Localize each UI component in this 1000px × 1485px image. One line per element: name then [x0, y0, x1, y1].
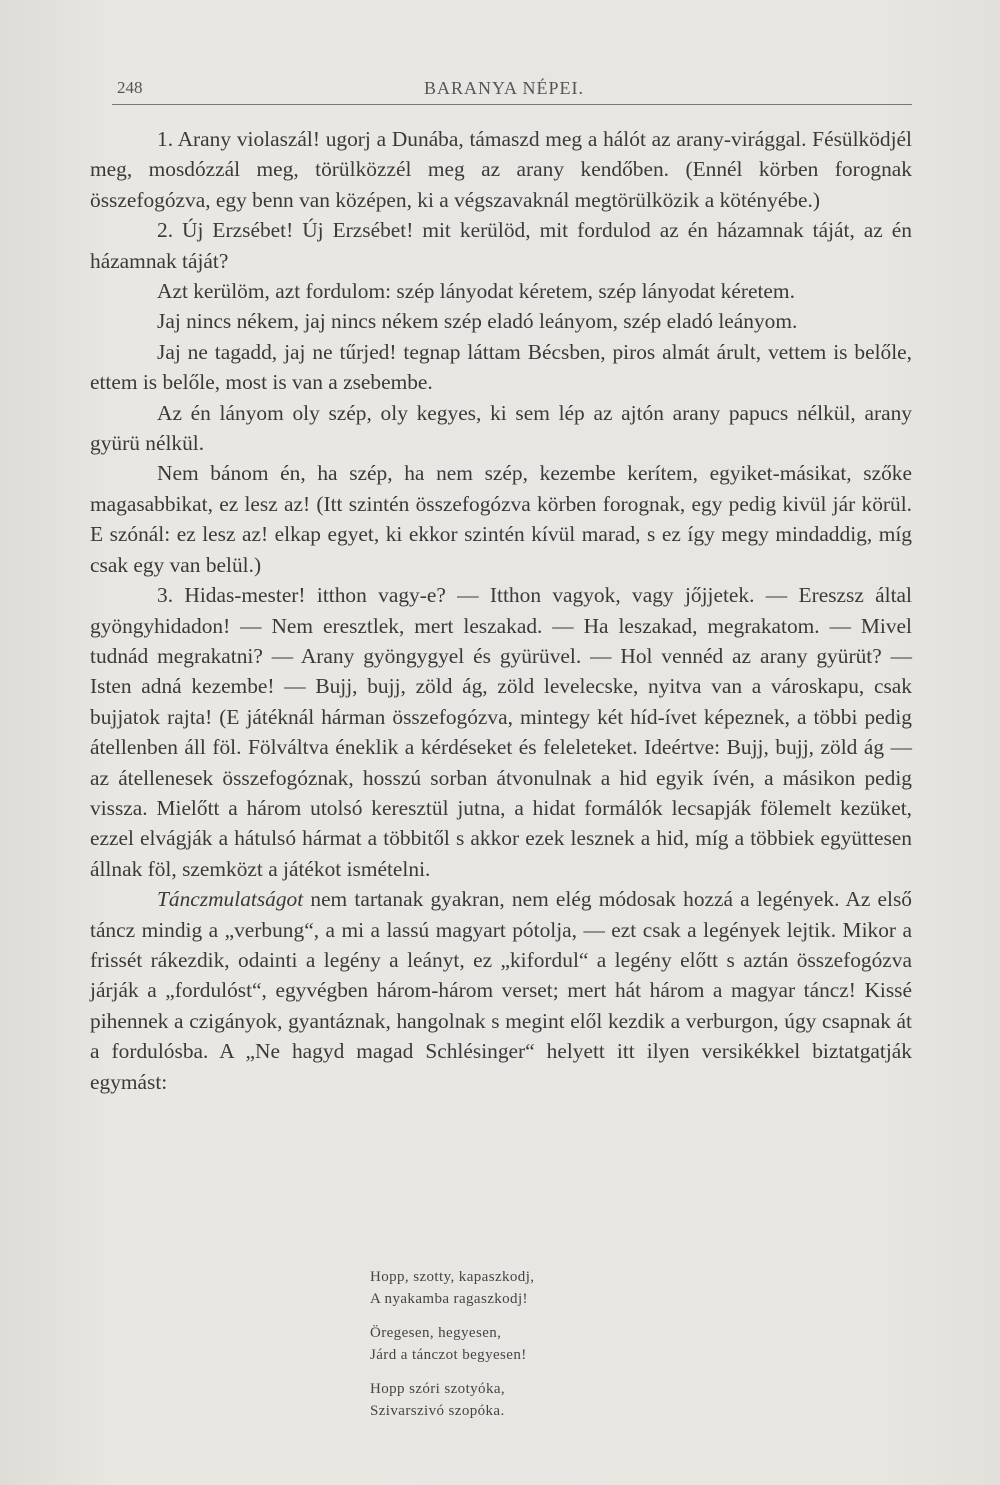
dance-paragraph [90, 884, 912, 1097]
stanza [370, 1378, 790, 1422]
paragraph: 2. Új Erzsébet! Új Erzsébet! mit kerülöd, mit fordulod az én házamnak táját, az én házamnak táját? [90, 218, 912, 273]
page-header [112, 74, 920, 106]
italic-term: Tánczmulatságot [157, 887, 304, 912]
verse-line: A nyakamba ragaszkodj! [370, 1291, 528, 1307]
dance-text: nem tartanak gyakran, nem elég módosak hozzá a legények. Az első táncz mindig a „verbung“, a mi a lassú magyart pótolja, — ezt csak a legények lejtik. Mikor a frissét rákezdik, odainti a legény a leányt, ez „kifordul“ a legény előtt s aztán összefogózva járják a „fordulóst“, egyvégben három-három verset; mert hát három a magyar táncz! Kissé pihennek a czigányok, gyantáznak, hangolnak s megint elől kezdik a verburgon, úgy csapnak át a fordulósba. A „Ne hagyd magad Schlésinger“ helyett itt ilyen versikékkel biztatgatják egymást: [90, 887, 912, 1094]
paragraph: Nem bánom én, ha szép, ha nem szép, kezembe kerítem, egyiket-másikat, szőke magasabbikat, ez lesz az! (Itt szintén összefogózva körben forognak, egy pedig kivül jár körül. E szónál: ez lesz az! elkap egyet, ki ekkor szintén kívül marad, s ez így megy mindaddig, míg csak egy van belül.) [90, 461, 912, 577]
paragraph: Jaj ne tagadd, jaj ne tűrjed! tegnap láttam Bécsben, piros almát árult, vettem is belőle, ettem is belőle, most is van a zsebembe. [90, 339, 912, 395]
stanza [370, 1322, 790, 1366]
verse-line: Öregesen, hegyesen, [370, 1325, 502, 1341]
page-number: 248 [117, 78, 143, 97]
paragraph: 1. Arany violaszál! ugorj a Dunába, támaszd meg a hálót az arany-virággal. Fésülködjél meg, mosdózzál meg, törülközzél meg az arany kendőben. (Ennél körben forognak összefogózva, egy benn van középen, ki a végszavaknál megtörülközik a kötényébe.) [90, 127, 912, 212]
paragraph: Azt kerülöm, azt fordulom: szép lányodat kéretem, szép lányodat kéretem. [157, 279, 795, 304]
stanza [370, 1266, 790, 1310]
verse-line: Szivarszivó szopóka. [370, 1403, 505, 1419]
paragraph: Jaj nincs nékem, jaj nincs nékem szép eladó leányom, szép eladó leányom. [157, 309, 798, 334]
body-text [90, 124, 912, 1097]
paragraph: 3. Hidas-mester! itthon vagy-e? — Itthon vagyok, vagy jőjjetek. — Ereszsz által gyöngyhidadon! — Nem eresztlek, mert leszakad. — Ha leszakad, megrakatom. — Mivel tudnád megrakatni? — Arany gyöngygyel és gyürüvel. — Hol vennéd az arany gyürüt? — Isten adná kezembe! — Bujj, bujj, zöld ág, zöld levelecske, nyitva van a városkapu, csak bujjatok rajta! (E játéknál hárman összefogózva, mintegy két híd-ívet képeznek, a többi pedig átellenben áll föl. Fölváltva éneklik a kérdéseket és feleleteket. Ideértve: Bujj, bujj, zöld ág — az átellenesek összefogóznak, hosszú sorban átvonulnak a hid egyik ívén, a másikon pedig vissza. Mielőtt a három utolsó keresztül jutna, a hidat formálók lecsapják fölemelt kezüket, ezzel elvágják a hátulsó hármat a többitől s akkor ezek lesznek a hid, míg a többiek együttesen állnak föl, szemközt a játékot ismételni. [90, 583, 912, 881]
header-rule [112, 104, 912, 105]
running-head: BARANYA NÉPEI. [424, 78, 585, 98]
paragraph: Az én lányom oly szép, oly kegyes, ki sem lép az ajtón arany papucs nélkül, arany gyürü nélkül. [90, 400, 912, 456]
verse-line: Járd a tánczot begyesen! [370, 1347, 527, 1363]
verse-line: Hopp szóri szotyóka, [370, 1381, 506, 1397]
verse-block [370, 1266, 790, 1434]
verse-line: Hopp, szotty, kapaszkodj, [370, 1269, 535, 1285]
